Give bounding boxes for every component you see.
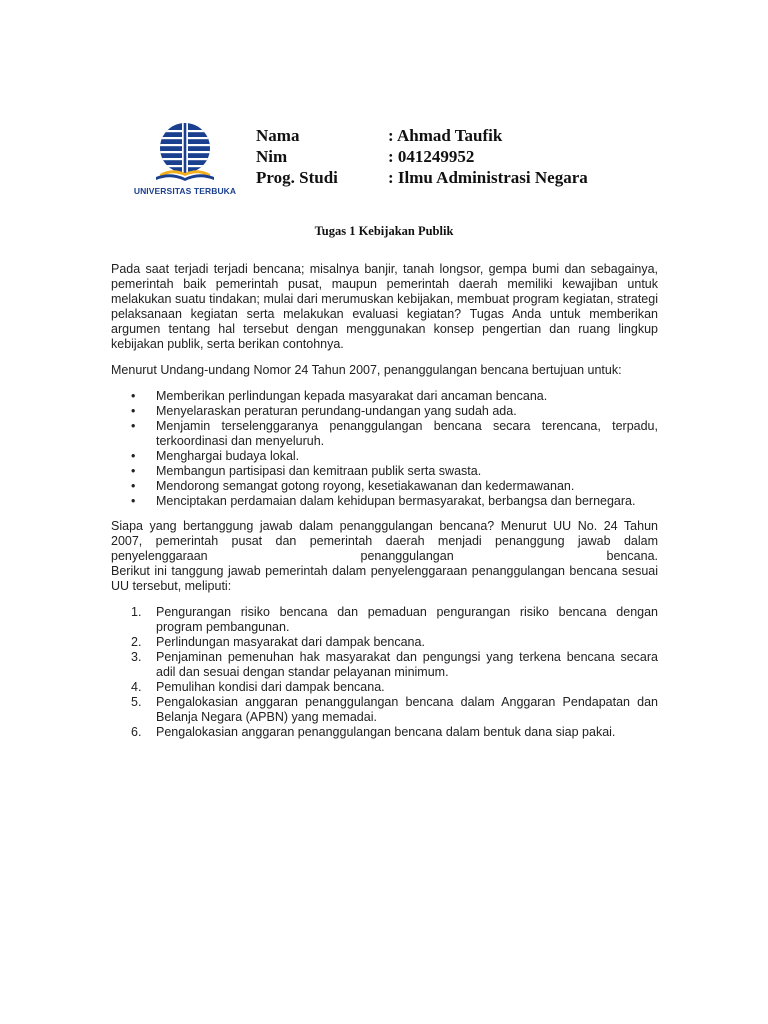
bullet-icon: • xyxy=(131,464,136,478)
info-value: : Ahmad Taufik xyxy=(388,126,503,145)
list-item xyxy=(111,464,658,479)
list-item-text: Pengalokasian anggaran penanggulangan bencana dalam bentuk dana siap pakai. xyxy=(156,725,616,739)
info-label: Nim xyxy=(256,147,288,166)
bullet-icon: • xyxy=(131,404,136,418)
list-item xyxy=(111,635,658,650)
list-item xyxy=(111,419,658,449)
responsibilities-numbered-list xyxy=(111,605,658,740)
list-item xyxy=(111,605,658,635)
intro-paragraph: Pada saat terjadi terjadi bencana; misalnya banjir, tanah longsor, gempa bumi dan sebagainya, pemerintah baik pemerintah pusat, maupun pemerintah daerah memiliki kewajiban untuk melakukan suatu tindakan; mulai dari merumuskan kebijakan, membuat program kegiatan, strategi pelaksanaan kegiatan serta melakukan evaluasi kegiatan? Tugas Anda untuk memberikan argumen tentang hal tersebut dengan menggunakan konsep pengertian dan ruang lingkup kebijakan publik, serta berikan contohnya. xyxy=(111,262,658,351)
student-info xyxy=(256,125,588,188)
list-item xyxy=(111,725,658,740)
list-item-text: Menyelaraskan peraturan perundang-undangan yang sudah ada. xyxy=(156,404,517,418)
list-number: 4. xyxy=(131,680,142,694)
list-item-text: Mendorong semangat gotong royong, kesetiakawanan dan kedermawanan. xyxy=(156,479,575,493)
list-item xyxy=(111,680,658,695)
list-item-text: Menghargai budaya lokal. xyxy=(156,449,300,463)
list-item-text: Penjaminan pemenuhan hak masyarakat dan pengungsi yang terkena bencana secara adil dan sesuai dengan standar pelayanan minimum. xyxy=(156,650,658,679)
info-row-prog-studi xyxy=(256,167,588,188)
bullet-icon: • xyxy=(131,494,136,508)
list-number: 2. xyxy=(131,635,142,649)
list-number: 1. xyxy=(131,605,142,619)
bullet-icon: • xyxy=(131,419,136,433)
list-item-text: Memberikan perlindungan kepada masyarakat dari ancaman bencana. xyxy=(156,389,548,403)
document-title: Tugas 1 Kebijakan Publik xyxy=(314,224,454,238)
list-item xyxy=(111,695,658,725)
document-body xyxy=(111,262,658,750)
list-item-text: Menciptakan perdamaian dalam kehidupan bermasyarakat, berbangsa dan bernegara. xyxy=(156,494,636,508)
list-item xyxy=(111,650,658,680)
list-item xyxy=(111,449,658,464)
info-row-nim xyxy=(256,146,588,167)
list-item xyxy=(111,479,658,494)
list-number: 3. xyxy=(131,650,142,664)
list-item-text: Menjamin terselenggaranya penanggulangan bencana secara terencana, terpadu, terkoordinasi dan menyeluruh. xyxy=(156,419,658,448)
bullet-icon: • xyxy=(131,389,136,403)
law-paragraph: Menurut Undang-undang Nomor 24 Tahun 2007, penanggulangan bencana bertujuan untuk: xyxy=(111,363,622,377)
responsibility-paragraph-2: Berikut ini tanggung jawab pemerintah dalam penyelenggaraan penanggulangan bencana sesuai UU tersebut, meliputi: xyxy=(111,564,658,593)
list-item-text: Pengalokasian anggaran penanggulangan bencana dalam Anggaran Pendapatan dan Belanja Negara (APBN) yang memadai. xyxy=(156,695,658,724)
info-row-nama xyxy=(256,125,588,146)
info-label: Prog. Studi xyxy=(256,168,338,187)
list-item-text: Pengurangan risiko bencana dan pemaduan pengurangan risiko bencana dengan program pembangunan. xyxy=(156,605,658,634)
info-value: : 041249952 xyxy=(388,147,475,166)
info-value: : Ilmu Administrasi Negara xyxy=(388,168,588,187)
list-item xyxy=(111,389,658,404)
list-item-text: Membangun partisipasi dan kemitraan publik serta swasta. xyxy=(156,464,482,478)
info-label: Nama xyxy=(256,126,300,145)
responsibility-paragraph: Siapa yang bertanggung jawab dalam penanggulangan bencana? Menurut UU No. 24 Tahun 2007, pemerintah pusat dan pemerintah daerah menjadi penanggung jawab dalam penyelenggaraan penanggulangan bencana. xyxy=(111,519,658,563)
bullet-icon: • xyxy=(131,449,136,463)
list-item xyxy=(111,494,658,509)
list-number: 6. xyxy=(131,725,142,739)
bullet-icon: • xyxy=(131,479,136,493)
list-item-text: Pemulihan kondisi dari dampak bencana. xyxy=(156,680,385,694)
ut-emblem-icon xyxy=(130,120,240,186)
list-item xyxy=(111,404,658,419)
universitas-terbuka-logo xyxy=(130,120,240,200)
list-number: 5. xyxy=(131,695,142,709)
goals-bullet-list xyxy=(111,389,658,509)
list-item-text: Perlindungan masyarakat dari dampak bencana. xyxy=(156,635,425,649)
logo-text: UNIVERSITAS TERBUKA xyxy=(133,186,237,196)
